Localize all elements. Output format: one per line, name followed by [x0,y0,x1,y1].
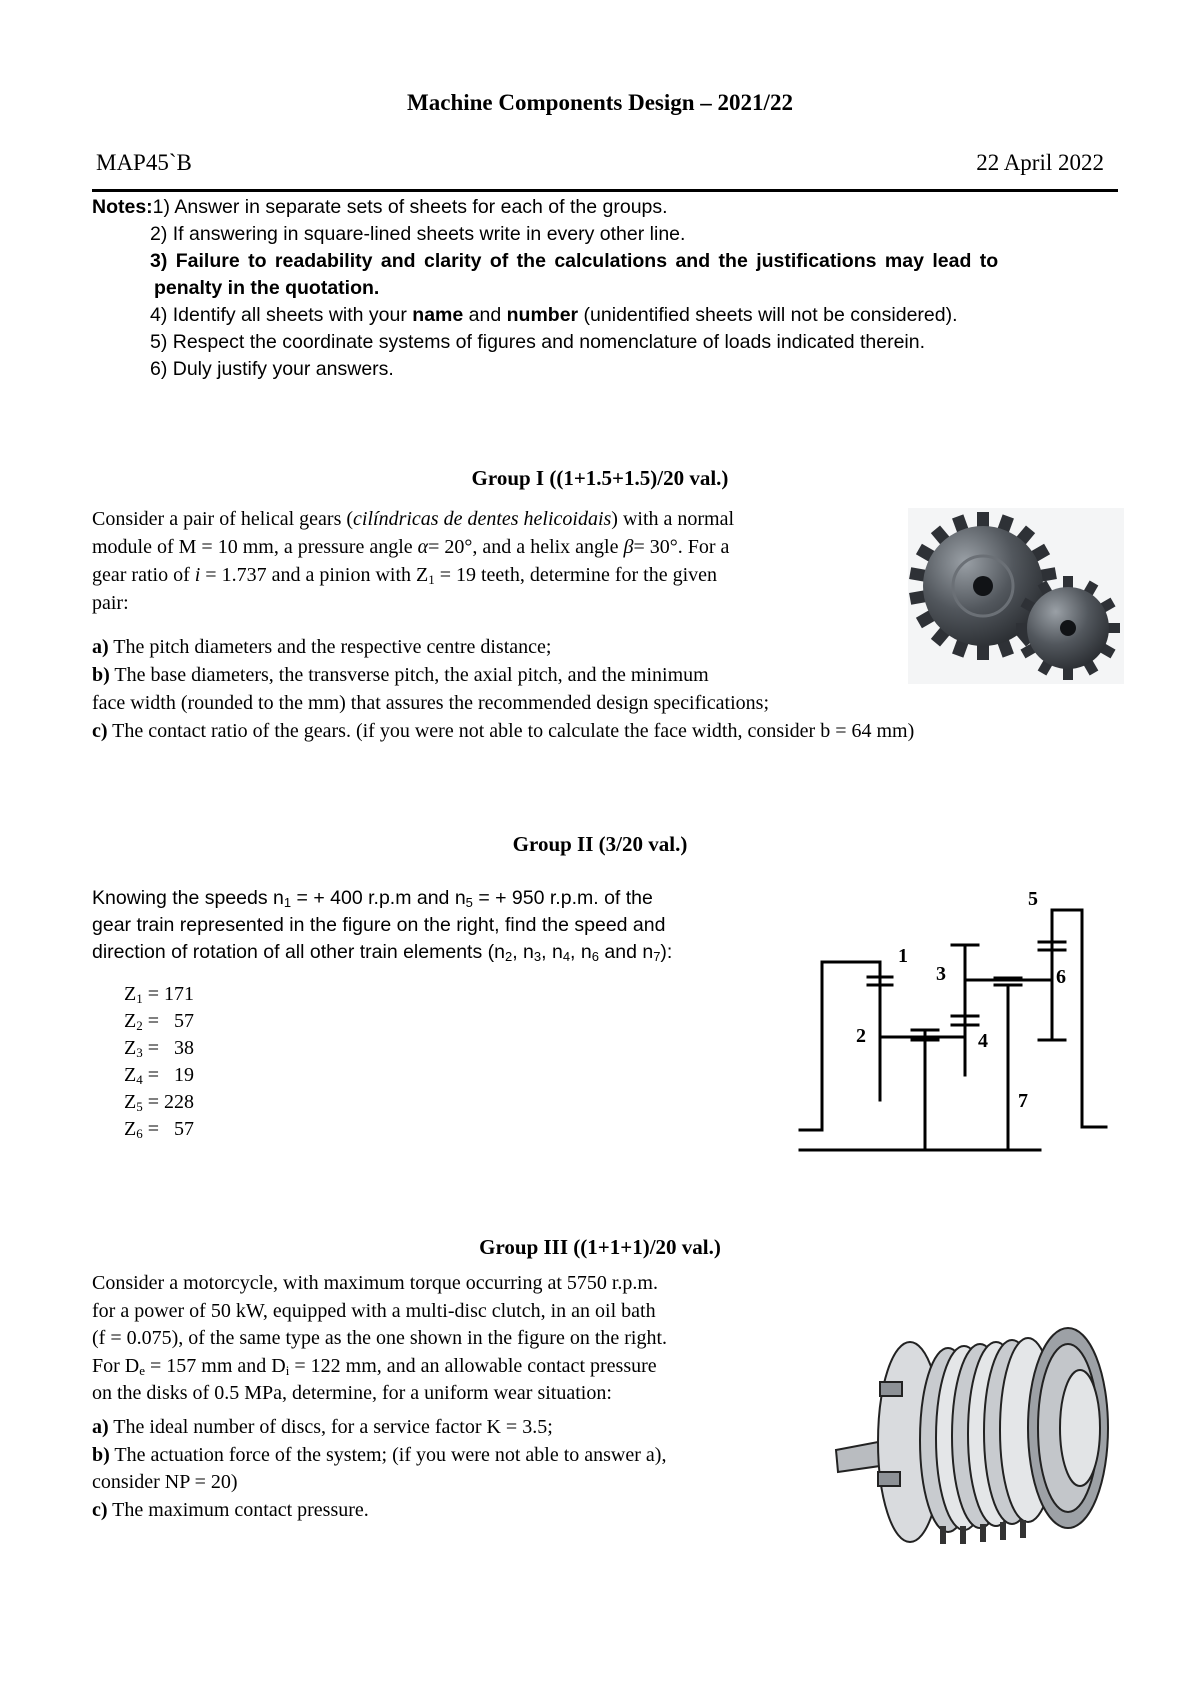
teeth-z3: $Z_3 = 38$ [124,1037,194,1060]
teeth-z2: $Z_2 = 57$ [124,1010,194,1033]
diagram-label-1: 1 [898,945,908,967]
notes-block [92,196,1120,386]
page-title: Machine Components Design – 2021/22 [407,90,793,115]
teeth-list [124,983,324,1153]
diagram-label-4: 4 [978,1030,988,1052]
group-2-title: Group II (3/20 val.) [512,832,688,856]
group-3-line-1: Consider a motorcycle, with maximum torque occurring at 5750 r.p.m. [92,1272,658,1294]
multi-disc-clutch-image [830,1322,1130,1562]
group-1-item-a: a) The pitch diameters and the respective centre distance; [92,636,552,658]
group-3-line-3: (f = 0.075), of the same type as the one shown in the figure on the right. [92,1327,668,1349]
helical-gears-image [908,508,1124,684]
group-3-title: Group III ((1+1+1)/20 val.) [479,1235,721,1259]
group-3-item-c: c) The maximum contact pressure. [92,1498,369,1521]
element-1-carrier-line [800,962,880,1130]
group-1-line-2: module of M = 10 mm, a pressure angle α= 20°, and a helix angle β= 30°. For a [92,536,730,558]
teeth-z6: $Z_6 = 57$ [124,1118,194,1141]
teeth-z1: $Z_1 = 171$ [124,983,194,1006]
teeth-z4: $Z_4 = 19$ [124,1064,194,1087]
note-2: 2) If answering in square-lined sheets write in every other line. [150,223,686,245]
exam-date: 22 April 2022 [976,150,1104,175]
group-1-item-b-cont: face width (rounded to the mm) that assures the recommended design specifications; [92,692,770,714]
note-1: Notes:1) Answer in separate sets of sheets for each of the groups. [92,196,668,218]
group-3-text [92,1270,812,1540]
diagram-label-7: 7 [1018,1090,1028,1112]
note-3: 3) Failure to readability and clarity of the calculations and the justifications may lead to [150,250,999,272]
diagram-label-6: 6 [1056,966,1066,988]
diagram-label-2: 2 [856,1025,866,1047]
note-6: 6) Duly justify your answers. [150,358,394,380]
group-3-line-4: For $D_e = 157$ mm and $D_i = 122$ mm, and an allowable contact pressure [92,1354,657,1378]
group-2-line-3: direction of rotation of all other train elements ($n_2$, $n_3$, $n_4$, $n_6$ and $n_7$): [92,941,673,964]
diagram-label-5: 5 [1028,888,1038,910]
group-2-text [92,885,792,975]
group-1-line-1: Consider a pair of helical gears (cilíndricas de dentes helicoidais) with a normal [92,508,735,530]
group-3-item-b-cont: consider NP = 20) [92,1471,238,1493]
diagram-label-3: 3 [936,963,946,985]
note-3-cont: penalty in the quotation. [154,277,380,299]
notes-label: Notes: [92,196,153,218]
note-4: 4) Identify all sheets with your name and number (unidentified sheets will not be considered). [150,304,958,326]
group-1-line-3: gear ratio of i = 1.737 and a pinion with $Z_1 = 19$ teeth, determine for the given [92,564,718,587]
group-1-line-4: pair: [92,592,129,614]
header-divider [92,189,1118,192]
group-3-item-b: b) The actuation force of the system; (if you were not able to answer a), [92,1443,667,1466]
note-5: 5) Respect the coordinate systems of figures and nomenclature of loads indicated therein. [150,331,926,353]
group-2-line-2: gear train represented in the figure on the right, find the speed and [92,914,666,936]
group-1-item-b: b) The base diameters, the transverse pitch, the axial pitch, and the minimum [92,664,709,686]
group-1-text [92,506,915,746]
group-3-item-a: a) The ideal number of discs, for a service factor K = 3.5; [92,1416,553,1438]
group-3-line-2: for a power of 50 kW, equipped with a multi-disc clutch, in an oil bath [92,1299,656,1322]
group-3-line-5: on the disks of 0.5 MPa, determine, for a uniform wear situation: [92,1382,612,1404]
course-code: MAP45`B [96,150,192,175]
group-2-line-1: Knowing the speeds $n_1$ = + 400 r.p.m and $n_5$ = + 950 r.p.m. of the [92,887,653,910]
gear-train-diagram [790,880,1120,1160]
group-1-item-c: c) The contact ratio of the gears. (if you were not able to calculate the face width, consider b = 64 mm) [92,720,915,742]
group-1-title: Group I ((1+1.5+1.5)/20 val.) [471,466,729,490]
teeth-z5: $Z_5 = 228$ [124,1091,194,1114]
